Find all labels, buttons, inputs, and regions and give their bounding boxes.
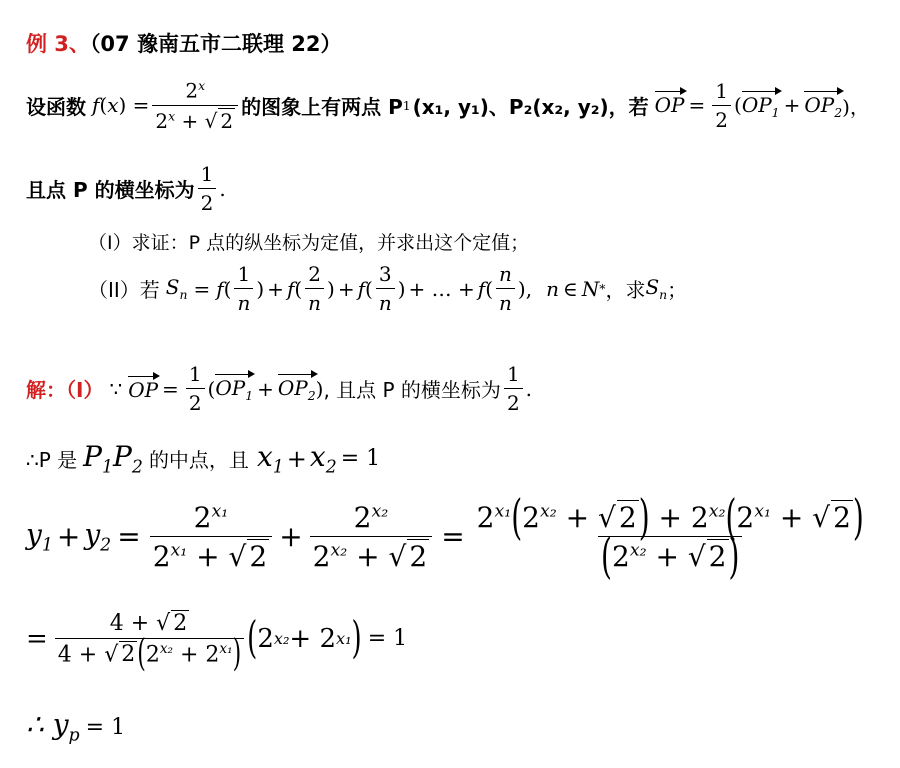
problem-points: (x₁, y₁)、P₂(x₂, y₂)，若: [412, 94, 649, 119]
problem-line2-text: 且点 P 的横坐标为: [26, 178, 195, 202]
equation-simplified: = $\frac{4 + √ 2}{4 + √ 2(2^{x_2} + 2^{x_1})}$ ( 2 x₂ + 2 x₁ ) = 1: [26, 611, 408, 677]
problem-prefix: 设函数: [26, 94, 86, 119]
question-2: （II）若 $S_n$ = f ( $\frac{1}{n}$ ) + f ( $\frac{2}{n}$ ) + f ( $\frac{3}{n}$ ) + … + f ( $\frac{n}{n}$ ), n ∈ N * ，求 $S_n$ ；: [88, 262, 688, 315]
vector-op: OP: [654, 93, 685, 118]
question-2-suffix: ，求: [605, 278, 646, 302]
solution-result: ∴ $y_p = 1$: [26, 708, 126, 746]
example-title: [26, 28, 342, 58]
midpoint-text-1: ∴P 是: [26, 448, 78, 473]
solution-label: 解：（I）: [26, 378, 104, 402]
question-2-prefix: （II）若: [88, 278, 160, 302]
equation-y-sum: $y_1$ + $y_2$ = $\frac{2^{x_1}}{2^{x_1} + √ 2}$ + $\frac{2^{x_2}}{2^{x_2} + √ 2}$ = $\frac{2^{x_1}(2^{x_2} + √ 2) + 2^{x_2}(2^{x_1} + √ 2)}{(2^{x_2} + √ 2)}$: [26, 489, 864, 585]
example-source: （07 豫南五市二联理 22）: [89, 32, 342, 56]
half-fraction: $\frac{1}{2}$: [712, 79, 731, 132]
vector-op1: $OP_1$: [741, 92, 780, 120]
result-text: ∴ y: [26, 708, 69, 741]
problem-mid: 的图象上有两点 P: [241, 94, 403, 119]
solution-condition: , 且点 P 的横坐标为: [323, 378, 501, 402]
vector-op2: $OP_2$: [804, 92, 843, 120]
problem-statement-line2: 且点 P 的横坐标为 $\frac{1}{2}$ .: [26, 162, 226, 215]
function-name: f: [92, 93, 100, 118]
example-label: 例 3、: [26, 32, 90, 56]
function-definition-fraction: $\frac{2^x}{2^x + √ 2}$: [152, 78, 238, 133]
problem-statement-line1: 设函数 f ( x ) = $\frac{2^x}{2^x + √ 2}$ 的图象上有两点 P 1 (x₁, y₁)、P₂(x₂, y₂)，若 OP = $\frac{1}{2}$ ( $OP_1$ + $OP_2$ )，: [26, 78, 870, 133]
solution-midpoint-line: ∴P 是 $P_1P_2$ 的中点，且 $x_1$ + $x_2$ = 1: [26, 440, 381, 478]
question-1: （I）求证：P 点的纵坐标为定值，并求出这个定值；: [88, 232, 530, 254]
solution-line1: 解：（I） ∵ OP = $\frac{1}{2}$ ( $OP_1$ + $OP_2$ ) , 且点 P 的横坐标为 $\frac{1}{2}$ .: [26, 362, 533, 415]
midpoint-text-2: 的中点，且: [148, 448, 249, 473]
